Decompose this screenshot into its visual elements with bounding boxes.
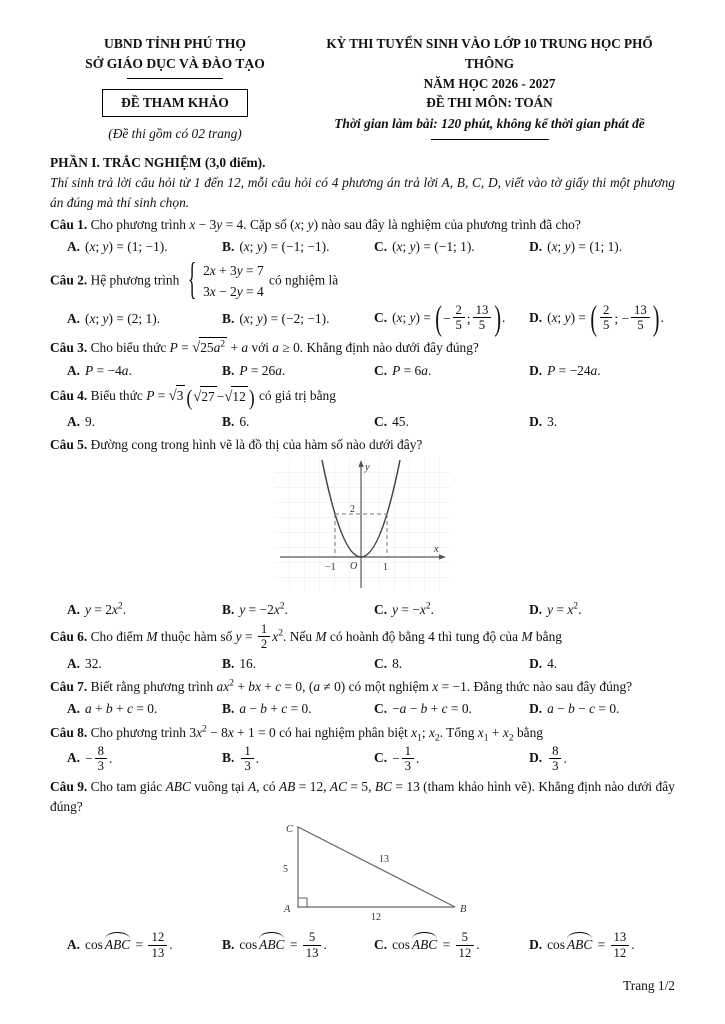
option-B: B. $y = -2x^2$. — [222, 600, 288, 617]
header-left — [50, 34, 300, 144]
option-key: D. — [529, 309, 543, 325]
option-C: C. P = 6a. — [374, 363, 432, 378]
option-D: D. 4. — [529, 656, 558, 672]
options-row — [50, 654, 675, 674]
header-right — [300, 34, 675, 144]
x-axis-label: x — [433, 544, 439, 556]
question-9 — [50, 777, 675, 961]
right-triangle — [253, 819, 473, 923]
options-row — [50, 361, 675, 381]
section-title: PHẦN I. TRẮC NGHIỆM (3,0 điểm). — [50, 155, 266, 170]
option-key: D. — [529, 601, 543, 617]
side-BC-length: 13 — [378, 854, 389, 866]
question-text: Câu 7. Biết rằng phương trình $ax^2$ + bx + c = 0, (a ≠ 0) có một nghiệm x = −1. Đẳng thức nào sau đây đúng? — [50, 677, 633, 695]
exam-title: KỲ THI TUYỂN SINH VÀO LỚP 10 TRUNG HỌC PHỔ THÔNG — [326, 36, 653, 71]
option-A: A. 32. — [67, 656, 102, 672]
option-key: C. — [374, 414, 388, 430]
option-key: B. — [222, 363, 235, 378]
y-axis-label: y — [364, 462, 370, 474]
option-key: B. — [222, 414, 235, 430]
option-key: B. — [222, 750, 235, 766]
question-label: Câu 1. — [50, 217, 88, 233]
option-B: B. (x; y) = (−1; −1). — [222, 239, 330, 255]
option-key: C. — [374, 239, 388, 255]
header-right-rule — [431, 139, 549, 140]
option-D: D. $\frac{8}{3}$ . — [529, 743, 567, 773]
option-key: B. — [222, 601, 235, 617]
question-3 — [50, 337, 675, 381]
option-key: C. — [374, 601, 388, 617]
option-B: B. 6. — [222, 414, 250, 430]
option-C: C. −a − b + c = 0. — [374, 701, 472, 717]
option-key: A. — [67, 239, 81, 255]
header-left-rule — [127, 78, 223, 79]
option-key: D. — [529, 239, 543, 255]
option-B: B. 16. — [222, 656, 257, 672]
option-A: A. (x; y) = (1; −1). — [67, 239, 168, 255]
option-B: B. cos ABC = $\frac{5}{13}$ . — [222, 930, 327, 960]
option-A: A. (x; y) = (2; 1). — [67, 310, 161, 326]
vertex-B-label: B — [459, 904, 466, 916]
option-key: D. — [529, 701, 543, 717]
option-key: C. — [374, 750, 388, 766]
vertex-A-label: A — [283, 904, 290, 916]
options-row — [50, 699, 675, 719]
options-row — [50, 299, 675, 338]
option-key: C. — [374, 656, 388, 672]
option-A: A. P = −4a. — [67, 363, 132, 378]
question-5 — [50, 435, 675, 619]
option-D: D. (x; y) = (1; 1). — [529, 239, 623, 255]
parabola-plot — [274, 457, 452, 591]
option-B: B. P = 26a. — [222, 363, 286, 378]
option-C: C. $y = -x^2$. — [374, 600, 434, 617]
question-label: Câu 9. — [50, 779, 88, 795]
question-text: Câu 4. Biểu thức P = √3 ( √27 − √12 ) có giá trị bằng — [50, 384, 336, 411]
option-key: D. — [529, 363, 543, 378]
option-key: A. — [67, 656, 81, 672]
option-B: B. (x; y) = (−2; −1). — [222, 310, 330, 326]
exam-type-box: ĐỀ THAM KHẢO — [102, 89, 248, 117]
page-count-note: (Đề thi gồm có 02 trang) — [108, 125, 242, 141]
origin-label: O — [349, 561, 357, 573]
vertex-C-label: C — [285, 824, 293, 836]
option-key: D. — [529, 937, 543, 953]
option-A: A. a + b + c = 0. — [67, 701, 158, 717]
options-row — [50, 412, 675, 432]
option-key: B. — [222, 310, 235, 326]
options-row — [50, 745, 675, 775]
option-D: D. cos ABC = $\frac{13}{12}$ . — [529, 930, 635, 960]
question-1 — [50, 215, 675, 257]
question-8 — [50, 723, 675, 775]
option-key: A. — [67, 937, 81, 953]
option-A: A. $y = 2x^2$. — [67, 600, 127, 617]
question-2 — [50, 253, 675, 338]
option-key: C. — [374, 701, 388, 717]
x-tick-minus1: −1 — [324, 562, 336, 574]
question-text: Câu 2. Hệ phương trình { 2x + 3y = 7 3x − 2y = 4 có nghiệm là — [50, 253, 339, 304]
option-C: C. 8. — [374, 656, 403, 672]
option-key: A. — [67, 701, 81, 717]
question-6 — [50, 623, 675, 675]
question-label: Câu 3. — [50, 339, 88, 355]
option-A: A. cos ABC = $\frac{12}{13}$ . — [67, 930, 173, 960]
option-D: D. $y = x^2$. — [529, 600, 582, 617]
options-row — [50, 237, 675, 257]
option-key: C. — [374, 309, 388, 325]
side-AC-length: 5 — [282, 864, 288, 876]
option-key: B. — [222, 701, 235, 717]
parabola-figure — [50, 457, 675, 597]
option-key: D. — [529, 750, 543, 766]
x-tick-1: 1 — [382, 562, 388, 574]
option-C: C. (x; y) = ( − $\frac{2}{5}$ ; $\frac{13}{5}$ ) . — [374, 299, 506, 338]
option-D: D. a − b − c = 0. — [529, 701, 620, 717]
question-label: Câu 4. — [50, 388, 88, 404]
question-label: Câu 8. — [50, 724, 88, 740]
option-B: B. $\frac{1}{3}$ . — [222, 743, 260, 773]
option-key: B. — [222, 937, 235, 953]
option-D: D. P = −24a. — [529, 363, 601, 378]
header — [50, 34, 675, 144]
exam-year: NĂM HỌC 2026 - 2027 — [423, 75, 556, 91]
y-tick-2: 2 — [349, 504, 355, 516]
option-C: C. cos ABC = $\frac{5}{12}$ . — [374, 930, 480, 960]
option-C: C. (x; y) = (−1; 1). — [374, 239, 475, 255]
question-text: Câu 8. Cho phương trình $3x^2 - 8x + 1 = 0$ có hai nghiệm phân biệt $x_1$; $x_2$. Tổng $x_1 + x_2$ bằng — [50, 723, 543, 744]
option-key: A. — [67, 414, 81, 430]
question-label: Câu 5. — [50, 437, 88, 453]
question-label: Câu 7. — [50, 679, 88, 695]
org-name-line1: UBND TỈNH PHÚ THỌ — [104, 36, 246, 51]
option-A: A. − $\frac{8}{3}$ . — [67, 743, 113, 773]
question-text: Câu 3. Cho biểu thức $P = √25a^2 + a$ với a ≥ 0. Khẳng định nào dưới đây đúng? — [50, 337, 675, 359]
triangle-outline — [298, 827, 455, 907]
section-instructions: Thí sinh trả lời câu hỏi từ 1 đến 12, mỗi câu hỏi có 4 phương án trả lời A, B, C, D, viết vào tờ giấy thi một phương án đúng mà thí sinh chọn. — [50, 175, 675, 211]
option-key: C. — [374, 937, 388, 953]
question-label: Câu 6. — [50, 628, 88, 644]
option-C: C. − $\frac{1}{3}$ . — [374, 743, 420, 773]
options-row — [50, 600, 675, 620]
option-key: A. — [67, 310, 81, 326]
page-number: Trang 1/2 — [623, 977, 675, 993]
option-A: A. 9. — [67, 414, 96, 430]
options-row — [50, 931, 675, 961]
side-AB-length: 12 — [370, 912, 381, 924]
option-key: A. — [67, 601, 81, 617]
option-key: D. — [529, 656, 543, 672]
option-key: B. — [222, 239, 235, 255]
triangle-figure — [50, 819, 675, 929]
exam-duration: Thời gian làm bài: 120 phút, không kể thời gian phát đề — [334, 116, 645, 132]
question-text: Câu 5. Đường cong trong hình vẽ là đồ thị của hàm số nào dưới đây? — [50, 437, 423, 453]
right-angle-mark — [298, 898, 307, 907]
option-C: C. 45. — [374, 414, 409, 430]
option-D: D. (x; y) = ( $\frac{2}{5}$ ; − $\frac{13}{5}$ ) . — [529, 299, 664, 338]
question-text: Câu 1. Cho phương trình x − 3y = 4. Cặp số (x; y) nào sau đây là nghiệm của phương trình đã cho? — [50, 217, 581, 233]
exam-subject: ĐỀ THI MÔN: TOÁN — [426, 95, 553, 111]
option-key: D. — [529, 414, 543, 430]
option-B: B. a − b + c = 0. — [222, 701, 312, 717]
option-key: A. — [67, 363, 81, 378]
org-name-line2: SỞ GIÁO DỤC VÀ ĐÀO TẠO — [85, 56, 265, 72]
question-text: Câu 9. Cho tam giác ABC vuông tại A, có AB = 12, AC = 5, BC = 13 (tham khảo hình vẽ). Khẳng định nào dưới đây đúng? — [50, 779, 675, 815]
question-4 — [50, 384, 675, 432]
question-list — [50, 215, 675, 961]
option-key: B. — [222, 656, 235, 672]
option-D: D. 3. — [529, 414, 558, 430]
option-key: A. — [67, 750, 81, 766]
question-7 — [50, 677, 675, 719]
option-key: C. — [374, 363, 388, 378]
question-text: Câu 6. Cho điểm M thuộc hàm số y = $\frac{1}{2}$ $x^2$. Nếu M có hoành độ bằng 4 thì tung độ của M bằng — [50, 621, 562, 651]
question-label: Câu 2. — [50, 272, 88, 288]
